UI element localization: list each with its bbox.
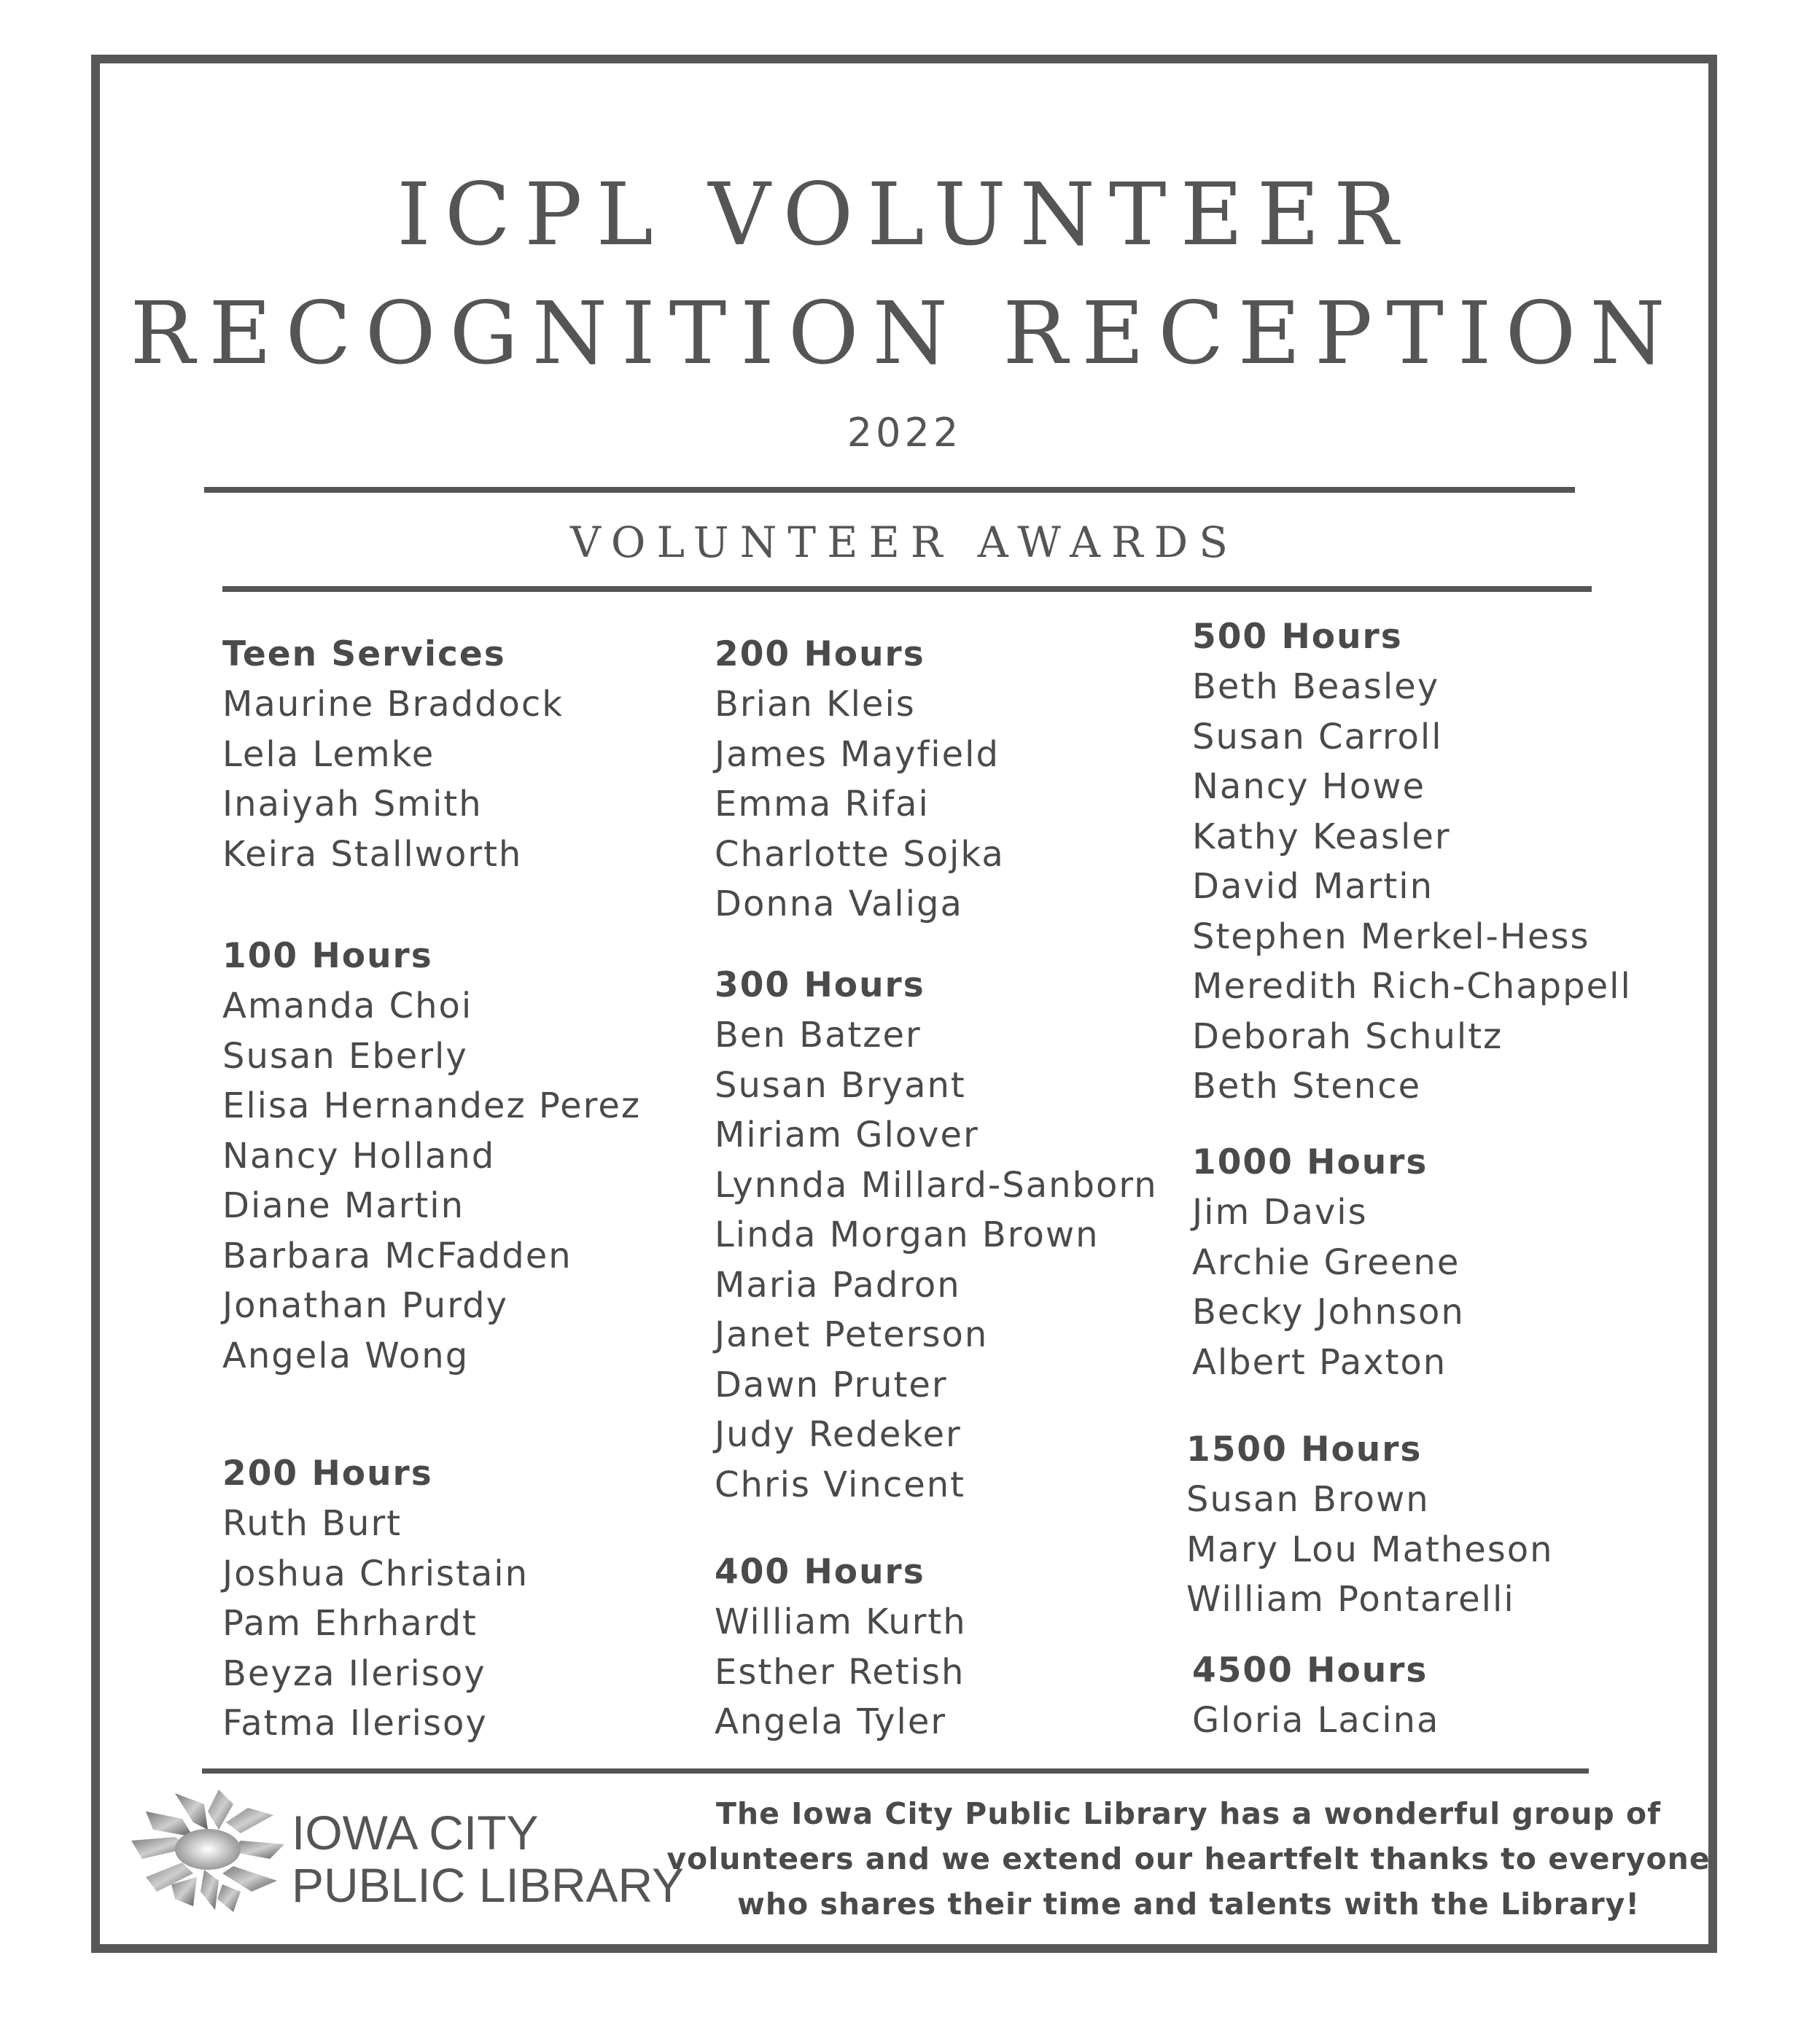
volunteer-name: Susan Eberly [222, 1035, 468, 1077]
volunteer-name: Maria Padron [715, 1264, 961, 1306]
volunteer-name: Mary Lou Matheson [1186, 1529, 1554, 1570]
volunteer-name: James Mayfield [715, 733, 1000, 775]
volunteer-name: Chris Vincent [715, 1464, 965, 1505]
title-line-2: RECOGNITION RECEPTION [130, 283, 1679, 383]
volunteer-name: William Pontarelli [1186, 1579, 1515, 1620]
volunteer-name: Fatma Ilerisoy [222, 1703, 488, 1744]
thanks-line-2: volunteers and we extend our heartfelt thanks to everyone [666, 1841, 1711, 1876]
volunteer-name: Lynnda Millard-Sanborn [715, 1164, 1158, 1206]
volunteer-name: Dawn Pruter [715, 1364, 948, 1405]
award-group-heading: 1500 Hours [1186, 1429, 1423, 1470]
thanks-message [656, 1791, 1721, 1927]
volunteer-name: Charlotte Sojka [715, 833, 1005, 875]
volunteer-name: Nancy Howe [1192, 766, 1426, 807]
volunteer-name: Lela Lemke [222, 733, 435, 775]
award-group [715, 630, 1005, 929]
volunteer-name: Jim Davis [1192, 1192, 1368, 1233]
award-group-heading: 400 Hours [715, 1552, 925, 1592]
volunteer-name: Angela Tyler [715, 1701, 947, 1742]
award-group [1186, 1425, 1554, 1625]
volunteer-name: Miriam Glover [715, 1115, 979, 1155]
award-group-heading: Teen Services [222, 634, 506, 674]
thanks-line-1: The Iowa City Public Library has a wonderful group of [715, 1796, 1662, 1831]
volunteer-name: Susan Carroll [1192, 716, 1443, 757]
volunteer-name: Donna Valiga [715, 883, 963, 924]
volunteer-name: Gloria Lacina [1192, 1700, 1440, 1741]
volunteer-name: Stephen Merkel-Hess [1192, 916, 1590, 957]
volunteer-name: Ben Batzer [715, 1015, 922, 1056]
volunteer-name: Susan Brown [1186, 1479, 1430, 1520]
volunteer-name: Maurine Braddock [222, 684, 564, 725]
thanks-line-3: who shares their time and talents with the Library! [736, 1887, 1641, 1922]
volunteer-name: Albert Paxton [1192, 1341, 1447, 1383]
volunteer-name: Joshua Christain [222, 1553, 529, 1594]
volunteer-name: Brian Kleis [715, 684, 916, 725]
library-logo-icon [131, 1790, 284, 1914]
volunteer-name: David Martin [1192, 866, 1433, 907]
volunteer-name: Esther Retish [715, 1651, 965, 1693]
volunteer-name: Angela Wong [222, 1335, 470, 1376]
award-group-heading: 500 Hours [1192, 617, 1403, 657]
award-group [222, 1449, 529, 1749]
award-group [222, 932, 641, 1381]
volunteer-name: Inaiyah Smith [222, 784, 483, 824]
volunteer-name: Judy Redeker [715, 1414, 962, 1455]
divider-footer [202, 1768, 1589, 1774]
volunteer-name: Janet Peterson [715, 1314, 989, 1355]
award-group-heading: 1000 Hours [1192, 1142, 1428, 1182]
divider-top [204, 487, 1575, 493]
volunteer-name: Amanda Choi [222, 986, 473, 1026]
logo-line-2: PUBLIC LIBRARY [292, 1858, 684, 1912]
award-group-heading: 100 Hours [222, 936, 433, 976]
volunteer-name: Beyza Ilerisoy [222, 1653, 486, 1694]
volunteer-name: Barbara McFadden [222, 1235, 572, 1276]
volunteer-name: William Kurth [715, 1602, 967, 1642]
volunteer-name: Diane Martin [222, 1185, 465, 1226]
volunteer-name: Jonathan Purdy [222, 1285, 508, 1326]
volunteer-name: Kathy Keasler [1192, 816, 1451, 857]
award-group [715, 961, 1158, 1510]
volunteer-name: Keira Stallworth [222, 833, 523, 875]
volunteer-name: Deborah Schultz [1192, 1015, 1503, 1057]
volunteer-name: Pam Ehrhardt [222, 1603, 478, 1644]
award-group [222, 630, 564, 879]
volunteer-name: Beth Stence [1192, 1066, 1422, 1107]
volunteer-name: Linda Morgan Brown [715, 1214, 1100, 1255]
volunteer-name: Nancy Holland [222, 1135, 496, 1177]
library-logo-text [292, 1806, 684, 1911]
volunteer-name: Meredith Rich-Chappell [1192, 966, 1632, 1007]
volunteer-name: Archie Greene [1192, 1241, 1460, 1283]
award-group [1192, 1138, 1465, 1387]
award-group-heading: 300 Hours [715, 965, 925, 1005]
section-title: VOLUNTEER AWARDS [570, 518, 1239, 567]
title-line-1: ICPL VOLUNTEER [397, 164, 1412, 265]
logo-line-1: IOWA CITY [292, 1806, 539, 1860]
award-group [715, 1548, 967, 1747]
event-year: 2022 [847, 410, 962, 456]
volunteer-name: Ruth Burt [222, 1503, 402, 1544]
volunteer-name: Susan Bryant [715, 1064, 966, 1106]
award-group [1192, 612, 1632, 1112]
volunteer-name: Becky Johnson [1192, 1292, 1465, 1333]
award-group [1192, 1646, 1439, 1746]
award-group-heading: 4500 Hours [1192, 1650, 1428, 1690]
award-group-heading: 200 Hours [715, 634, 925, 674]
volunteer-name: Emma Rifai [715, 784, 930, 824]
volunteer-name: Elisa Hernandez Perez [222, 1085, 642, 1126]
divider-awards [222, 586, 1592, 592]
award-group-heading: 200 Hours [222, 1454, 433, 1494]
volunteer-name: Beth Beasley [1192, 666, 1440, 707]
